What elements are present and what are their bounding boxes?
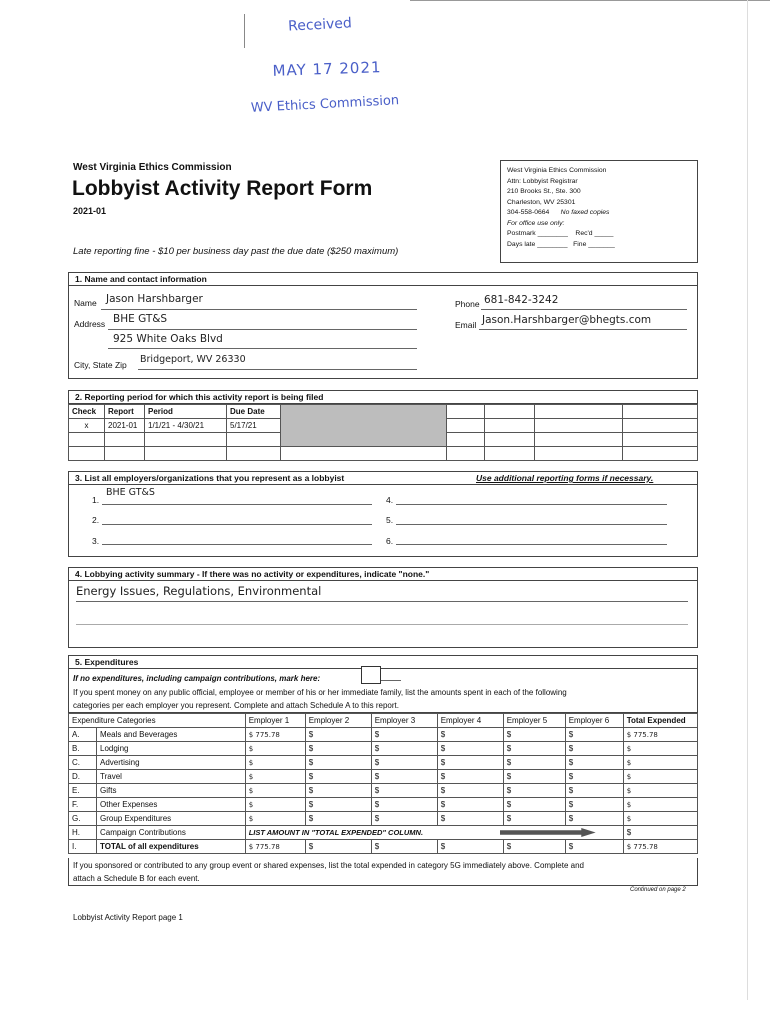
no-exp-line xyxy=(381,680,401,681)
shaded-area xyxy=(281,405,447,447)
expenditure-employer-3[interactable]: $ xyxy=(371,756,437,770)
email-label: Email xyxy=(455,320,477,330)
section-5-footnote-2: attach a Schedule B for each event. xyxy=(73,874,200,883)
expenditure-letter: B. xyxy=(69,742,97,756)
employer-num-4: 4. xyxy=(386,495,394,505)
no-expenditures-checkbox[interactable] xyxy=(361,666,381,684)
phone-label: Phone xyxy=(455,299,480,309)
address-label: Address xyxy=(74,319,106,329)
row-i-employer-5[interactable]: $ xyxy=(503,840,565,854)
arrow-right-icon xyxy=(500,828,596,837)
name-label: Name xyxy=(74,298,97,308)
org-name: West Virginia Ethics Commission xyxy=(73,162,232,173)
expenditure-employer-6[interactable]: $ xyxy=(565,770,623,784)
expenditure-employer-2[interactable]: $ xyxy=(305,812,371,826)
expenditure-employer-1[interactable]: $ xyxy=(245,770,305,784)
row-i-employer-6[interactable]: $ xyxy=(565,840,623,854)
office-line-1: West Virginia Ethics Commission xyxy=(507,167,607,174)
exp-col-employer-1: Employer 1 xyxy=(245,714,305,728)
expenditure-employer-6[interactable]: $ xyxy=(565,742,623,756)
row-i-employer-4[interactable]: $ xyxy=(437,840,503,854)
expenditure-employer-1[interactable]: $ xyxy=(245,798,305,812)
expenditure-employer-4[interactable]: $ xyxy=(437,756,503,770)
late-fine-note: Late reporting fine - $10 per business day past the due date ($250 maximum) xyxy=(73,246,399,257)
expenditure-employer-3[interactable]: $ xyxy=(371,728,437,742)
expenditure-employer-6[interactable]: $ xyxy=(565,756,623,770)
expenditure-employer-4[interactable]: $ xyxy=(437,812,503,826)
row-i-employer-3[interactable]: $ xyxy=(371,840,437,854)
expenditure-total[interactable]: $ xyxy=(623,812,697,826)
expenditure-employer-1[interactable]: $ 775.78 xyxy=(245,728,305,742)
expenditure-total[interactable]: $ xyxy=(623,784,697,798)
expenditure-employer-4[interactable]: $ xyxy=(437,728,503,742)
expenditure-employer-6[interactable]: $ xyxy=(565,798,623,812)
row-h-total[interactable]: $ xyxy=(623,826,697,840)
name-line xyxy=(101,309,417,310)
section-5-instruction-2: categories per each employer you represent. Complete and attach Schedule A to this report. xyxy=(73,701,399,710)
expenditure-employer-2[interactable]: $ xyxy=(305,756,371,770)
activity-summary-value[interactable]: Energy Issues, Regulations, Environmental xyxy=(76,584,322,598)
expenditure-employer-5[interactable]: $ xyxy=(503,742,565,756)
reporting-period-table xyxy=(68,404,698,461)
office-use-box: West Virginia Ethics Commission Attn: Lobbyist Registrar 210 Brooks St., Ste. 300 Charleston, WV 25301 304-558-0664 No faxed copies For office use only: Postmark ________ Rec'd _____ Days late ________ Fine _______ xyxy=(500,160,698,263)
expenditure-employer-2[interactable]: $ xyxy=(305,798,371,812)
office-line-4: Charleston, WV 25301 xyxy=(507,198,576,206)
expenditure-employer-4[interactable]: $ xyxy=(437,742,503,756)
exp-col-total: Total Expended xyxy=(623,714,697,728)
address-line-1 xyxy=(108,329,417,330)
employer-line-4 xyxy=(396,504,667,505)
expenditure-employer-2[interactable]: $ xyxy=(305,784,371,798)
row-h-letter: H. xyxy=(69,826,97,840)
expenditure-letter: A. xyxy=(69,728,97,742)
received-stamp-label: Received xyxy=(287,15,353,35)
expenditure-category: Group Expenditures xyxy=(97,812,246,826)
form-title: Lobbyist Activity Report Form xyxy=(72,177,373,200)
expenditure-employer-3[interactable]: $ xyxy=(371,812,437,826)
email-line xyxy=(479,329,687,330)
expenditure-category: Lodging xyxy=(97,742,246,756)
row-i-letter: I. xyxy=(69,840,97,854)
scan-line-right xyxy=(747,0,748,1000)
scan-line-top xyxy=(410,0,770,1)
name-value[interactable]: Jason Harshbarger xyxy=(106,293,203,305)
exp-col-employer-2: Employer 2 xyxy=(305,714,371,728)
employer-line-3 xyxy=(102,544,372,545)
period-dates: 1/1/21 - 4/30/21 xyxy=(145,419,227,433)
received-stamp-agency: WV Ethics Commission xyxy=(250,93,400,116)
expenditure-total[interactable]: $ xyxy=(623,770,697,784)
expenditure-row xyxy=(69,728,698,742)
expenditure-row xyxy=(69,756,698,770)
city-label: City, State Zip xyxy=(74,360,127,370)
office-line-2: Attn: Lobbyist Registrar xyxy=(507,177,578,185)
expenditure-employer-3[interactable]: $ xyxy=(371,784,437,798)
expenditure-category: Other Expenses xyxy=(97,798,246,812)
employer-num-5: 5. xyxy=(386,515,394,525)
employer-1-value[interactable]: BHE GT&S xyxy=(106,487,155,498)
office-phone: 304-558-0664 xyxy=(507,209,550,216)
address-line-2-value[interactable]: 925 White Oaks Blvd xyxy=(113,333,223,345)
exp-col-employer-4: Employer 4 xyxy=(437,714,503,728)
no-expenditures-label: If no expenditures, including campaign contributions, mark here: xyxy=(73,674,321,683)
scan-line-left xyxy=(244,14,245,48)
expenditure-category: Gifts xyxy=(97,784,246,798)
employer-line-6 xyxy=(396,544,667,545)
expenditure-employer-2[interactable]: $ xyxy=(305,742,371,756)
expenditure-total[interactable]: $ xyxy=(623,742,697,756)
expenditure-employer-5[interactable]: $ xyxy=(503,770,565,784)
expenditure-letter: F. xyxy=(69,798,97,812)
employer-line-1 xyxy=(102,504,372,505)
expenditure-total[interactable]: $ xyxy=(623,798,697,812)
summary-line-1 xyxy=(76,601,688,602)
section-5-heading: 5. Expenditures xyxy=(68,655,698,669)
exp-col-category: Expenditure Categories xyxy=(69,714,246,728)
section-1-heading: 1. Name and contact information xyxy=(68,272,698,286)
row-i-total[interactable]: $ 775.78 xyxy=(623,840,697,854)
phone-value[interactable]: 681-842-3242 xyxy=(484,294,559,306)
employer-num-1: 1. xyxy=(92,495,100,505)
period-check[interactable]: x xyxy=(69,419,105,433)
office-days-late: Days late xyxy=(507,240,536,248)
expenditure-category: Travel xyxy=(97,770,246,784)
address-line-2 xyxy=(108,348,417,349)
address-line-1-value[interactable]: BHE GT&S xyxy=(113,313,168,325)
employer-num-3: 3. xyxy=(92,536,100,546)
row-h-category: Campaign Contributions xyxy=(97,826,246,840)
expenditure-employer-1[interactable]: $ xyxy=(245,812,305,826)
expenditure-category: Advertising xyxy=(97,756,246,770)
employer-line-2 xyxy=(102,524,372,525)
section-4-heading: 4. Lobbying activity summary - If there was no activity or expenditures, indicate "none." xyxy=(68,567,698,581)
expenditure-employer-5[interactable]: $ xyxy=(503,756,565,770)
office-recd: Rec'd xyxy=(575,230,593,237)
expenditure-employer-5[interactable]: $ xyxy=(503,798,565,812)
expenditure-row xyxy=(69,742,698,756)
row-h-note: LIST AMOUNT IN "TOTAL EXPENDED" COLUMN. xyxy=(248,828,424,837)
expenditure-letter: E. xyxy=(69,784,97,798)
expenditure-employer-3[interactable]: $ xyxy=(371,798,437,812)
expenditure-employer-4[interactable]: $ xyxy=(437,798,503,812)
expenditure-employer-5[interactable]: $ xyxy=(503,812,565,826)
office-no-fax: No faxed copies xyxy=(560,209,610,216)
period-report: 2021-01 xyxy=(105,419,145,433)
expenditure-employer-5[interactable]: $ xyxy=(503,784,565,798)
page-footer: Lobbyist Activity Report page 1 xyxy=(73,913,183,922)
section-3-note: Use additional reporting forms if necessary. xyxy=(476,473,654,483)
office-line-3: 210 Brooks St., Ste. 300 xyxy=(507,188,581,195)
period-due-date: 5/17/21 xyxy=(227,419,281,433)
expenditure-letter: G. xyxy=(69,812,97,826)
section-5-footnote-1: If you sponsored or contributed to any group event or shared expenses, list the total expended in category 5G immediately above. Complete and xyxy=(73,861,584,870)
expenditure-employer-6[interactable]: $ xyxy=(565,728,623,742)
received-stamp-date: MAY 17 2021 xyxy=(272,58,382,80)
exp-col-employer-6: Employer 6 xyxy=(565,714,623,728)
expenditure-letter: D. xyxy=(69,770,97,784)
employer-line-5 xyxy=(396,524,667,525)
expenditure-employer-1[interactable]: $ xyxy=(245,742,305,756)
row-i-employer-1[interactable]: $ 775.78 xyxy=(245,840,305,854)
city-line xyxy=(138,369,417,370)
summary-line-2 xyxy=(76,624,688,625)
office-use-only: For office use only: xyxy=(507,219,565,227)
row-i-category: TOTAL of all expenditures xyxy=(97,840,246,854)
col-period-header: Period xyxy=(145,405,227,419)
office-postmark: Postmark xyxy=(507,230,536,237)
section-2-heading: 2. Reporting period for which this activity report is being filed xyxy=(68,390,698,404)
expenditures-table xyxy=(68,713,698,854)
office-fine: Fine xyxy=(573,240,587,248)
expenditure-row xyxy=(69,812,698,826)
expenditure-employer-2[interactable]: $ xyxy=(305,728,371,742)
expenditure-employer-4[interactable]: $ xyxy=(437,784,503,798)
expenditure-employer-1[interactable]: $ xyxy=(245,784,305,798)
expenditure-employer-2[interactable]: $ xyxy=(305,770,371,784)
expenditure-row xyxy=(69,784,698,798)
email-value[interactable]: Jason.Harshbarger@bhegts.com xyxy=(482,314,652,326)
expenditure-employer-5[interactable]: $ xyxy=(503,728,565,742)
employer-num-2: 2. xyxy=(92,515,100,525)
expenditure-employer-3[interactable]: $ xyxy=(371,742,437,756)
col-due-header: Due Date xyxy=(227,405,281,419)
expenditure-employer-4[interactable]: $ xyxy=(437,770,503,784)
expenditure-employer-6[interactable]: $ xyxy=(565,812,623,826)
exp-col-employer-5: Employer 5 xyxy=(503,714,565,728)
row-i-employer-2[interactable]: $ xyxy=(305,840,371,854)
section-3-heading: 3. List all employers/organizations that you represent as a lobbyist xyxy=(68,471,698,485)
expenditure-total[interactable]: $ xyxy=(623,756,697,770)
form-number: 2021-01 xyxy=(73,206,107,216)
expenditure-total[interactable]: $ 775.78 xyxy=(623,728,697,742)
employer-num-6: 6. xyxy=(386,536,394,546)
continued-note: Continued on page 2 xyxy=(630,887,686,893)
expenditure-employer-3[interactable]: $ xyxy=(371,770,437,784)
expenditure-category: Meals and Beverages xyxy=(97,728,246,742)
expenditure-employer-6[interactable]: $ xyxy=(565,784,623,798)
col-report-header: Report xyxy=(105,405,145,419)
expenditure-letter: C. xyxy=(69,756,97,770)
phone-line xyxy=(481,309,687,310)
exp-col-employer-3: Employer 3 xyxy=(371,714,437,728)
section-5-instruction-1: If you spent money on any public official, employee or member of his or her immediate family, list the amounts spent in each of the following xyxy=(73,688,567,697)
city-value[interactable]: Bridgeport, WV 26330 xyxy=(140,354,246,365)
expenditure-employer-1[interactable]: $ xyxy=(245,756,305,770)
col-check-header: Check xyxy=(69,405,105,419)
expenditure-row xyxy=(69,798,698,812)
expenditure-row xyxy=(69,770,698,784)
